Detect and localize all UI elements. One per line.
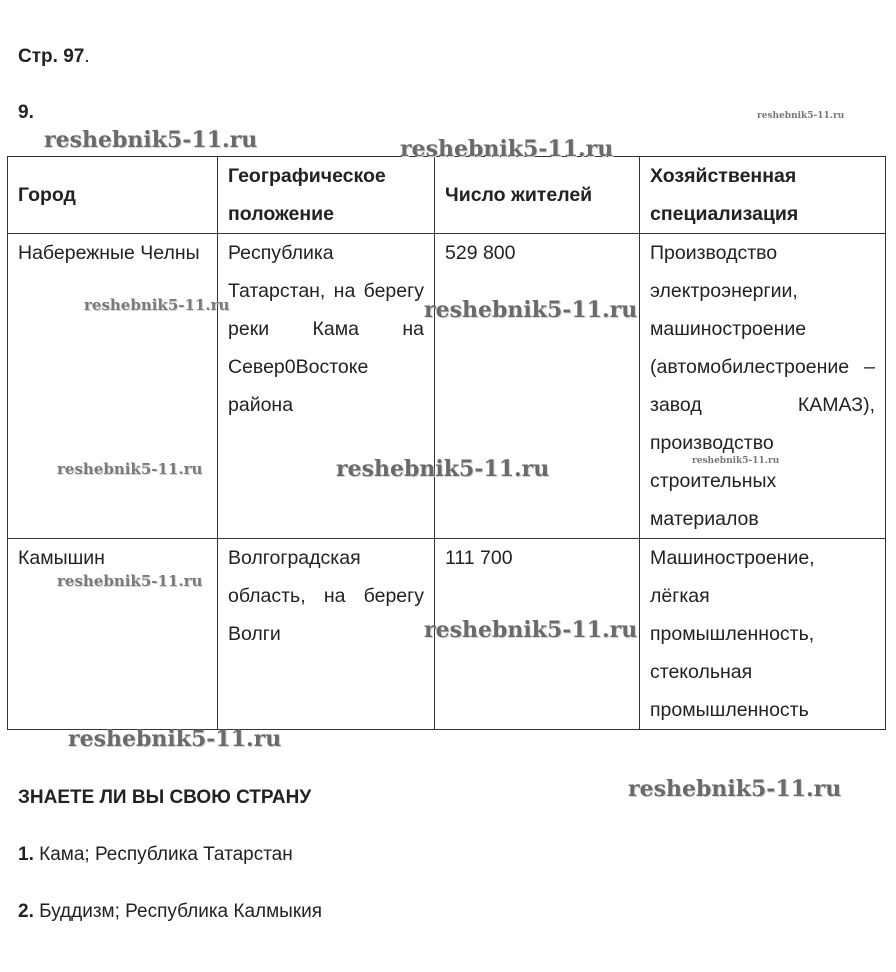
task-number: 9.	[18, 102, 34, 123]
cell-location: Волгоградская область, на берегу Волги	[218, 539, 435, 730]
quiz-answer-text: Кама; Республика Татарстан	[39, 844, 293, 865]
watermark: reshebnik5-11.ru	[424, 297, 638, 323]
table-row	[8, 539, 886, 730]
watermark: reshebnik5-11.ru	[84, 296, 230, 314]
watermark: reshebnik5-11.ru	[692, 456, 780, 466]
cell-location: Республика Татарстан, на берегу реки Кама на Север0Востоке района	[218, 234, 435, 539]
table-row	[8, 234, 886, 539]
quiz-answer-number: 1.	[18, 844, 34, 865]
quiz-answer	[18, 844, 293, 866]
quiz-answer	[18, 901, 322, 923]
watermark: reshebnik5-11.ru	[68, 726, 282, 752]
table-header-row	[8, 157, 886, 234]
watermark: reshebnik5-11.ru	[757, 111, 845, 121]
quiz-answer-text: Буддизм; Республика Калмыкия	[39, 901, 323, 922]
cell-specialization: Машиностроение, лёгкая промышленность, стекольная промышленность	[640, 539, 886, 730]
header-population: Число жителей	[435, 157, 640, 234]
page-reference	[18, 46, 90, 68]
cell-city: Камышин	[8, 539, 218, 730]
watermark: reshebnik5-11.ru	[44, 127, 258, 153]
watermark: reshebnik5-11.ru	[628, 776, 842, 802]
cell-specialization: Производство электроэнергии, машиностроение (автомобилестроение – завод КАМАЗ), производство строительных материалов	[640, 234, 886, 539]
quiz-answer-number: 2.	[18, 901, 34, 922]
cell-city: Набережные Челны	[8, 234, 218, 539]
page-reference-label: Стр. 97	[18, 46, 85, 67]
cities-table	[7, 156, 886, 730]
watermark: reshebnik5-11.ru	[336, 456, 550, 482]
page-reference-suffix: .	[84, 46, 90, 67]
watermark: reshebnik5-11.ru	[57, 572, 203, 590]
header-specialization: Хозяйственная специализация	[640, 157, 886, 234]
header-location: Географическое положение	[218, 157, 435, 234]
cell-population: 529 800	[435, 234, 640, 539]
watermark: reshebnik5-11.ru	[400, 136, 614, 162]
header-city: Город	[8, 157, 218, 234]
cell-population: 111 700	[435, 539, 640, 730]
watermark: reshebnik5-11.ru	[57, 460, 203, 478]
quiz-title: ЗНАЕТЕ ЛИ ВЫ СВОЮ СТРАНУ	[18, 787, 312, 808]
watermark: reshebnik5-11.ru	[424, 617, 638, 643]
